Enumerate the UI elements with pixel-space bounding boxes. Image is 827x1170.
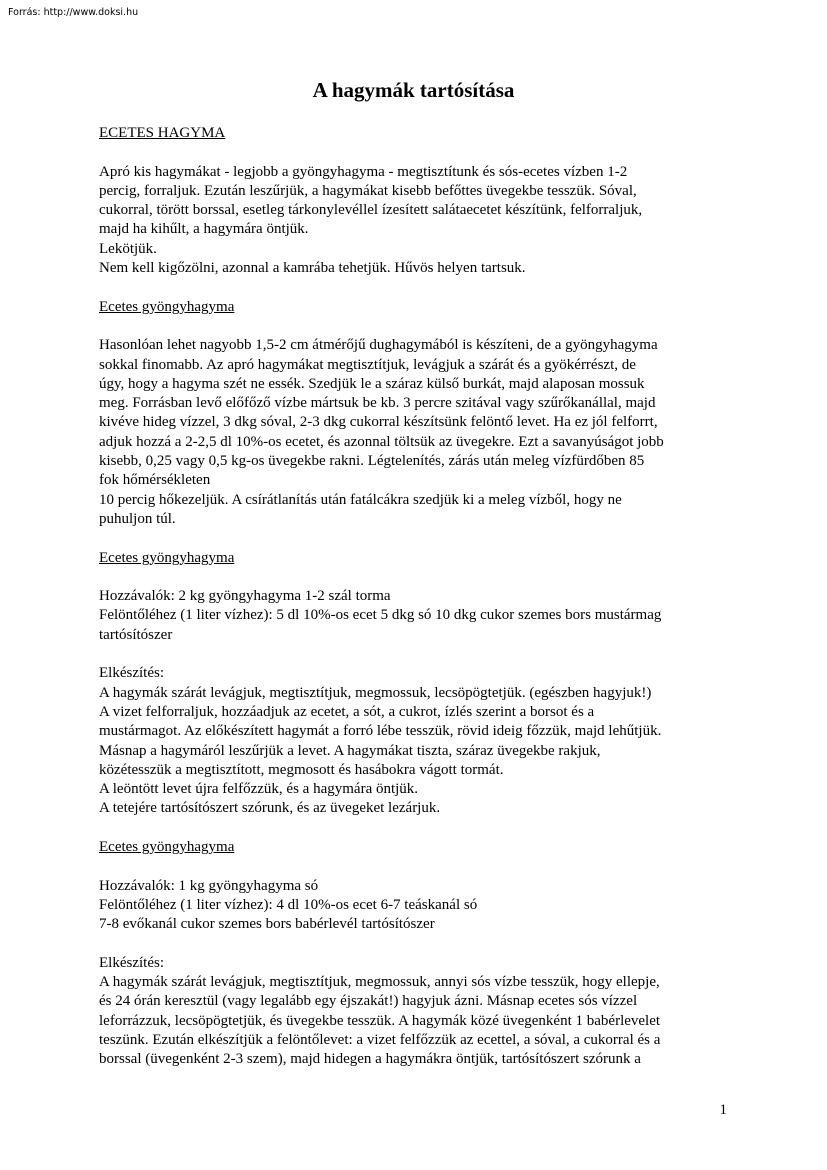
text-line: majd ha kihűlt, a hagymára öntjük. bbox=[99, 221, 309, 238]
text-line: fok hőmérsékleten bbox=[99, 472, 211, 489]
text-line: 10 percig hőkezeljük. A csírátlanítás után fatálcákra szedjük ki a meleg vízből, hogy ne bbox=[99, 491, 622, 508]
section-ecetes-gyongyhagyma-3 bbox=[99, 838, 739, 1070]
text-line: Másnap a hagymáról leszűrjük a levet. A hagymákat tiszta, száraz üvegekbe rakjuk, bbox=[99, 742, 601, 759]
text-line: leforrázzuk, lecsöpögtetjük, és üvegekbe tesszük. A hagymák közé üvegenként 1 babérlevelet bbox=[99, 1012, 661, 1029]
text-line: mustármagot. Az előkészített hagymát a forró lébe tesszük, rövid ideig főzzük, majd lehűtjük. bbox=[99, 723, 662, 740]
text-line: kisebb, 0,25 vagy 0,5 kg-os üvegekbe rakni. Légtelenítés, zárás után meleg vízfürdőben 85 bbox=[99, 453, 645, 470]
document-body bbox=[99, 124, 739, 1070]
text-line: Hasonlóan lehet nagyobb 1,5-2 cm átmérőjű dughagymából is készíteni, de a gyöngyhagyma bbox=[99, 337, 658, 354]
text-line: cukorral, törött borssal, esetleg tárkonylevéllel ízesített salátaecetet készítünk, felforraljuk, bbox=[99, 202, 643, 219]
ingredient-line: Felöntőléhez (1 liter vízhez): 4 dl 10%-os ecet 6-7 teáskanál só bbox=[99, 896, 478, 913]
text-line: A tetejére tartósítószert szórunk, és az üvegeket lezárjuk. bbox=[99, 800, 441, 817]
text-line: Lekötjük. bbox=[99, 240, 157, 257]
text-line: teszünk. Ezután elkészítjük a felöntőlevet: a vizet felfőzzük az ecettel, a sóval, a cukorral és a bbox=[99, 1031, 661, 1048]
section-ecetes-hagyma bbox=[99, 124, 739, 278]
text-line: kivéve hideg vízzel, 3 dkg sóval, 2-3 dkg cukorral készítsünk felöntő levet. Ha ez jól felforrt, bbox=[99, 414, 658, 431]
section-heading: Ecetes gyöngyhagyma bbox=[99, 838, 235, 855]
ingredient-line: tartósítószer bbox=[99, 626, 173, 643]
ingredient-line: Hozzávalók: 2 kg gyöngyhagyma 1-2 szál torma bbox=[99, 588, 391, 605]
text-line: és 24 órán keresztül (vagy legalább egy éjszakát!) hagyjuk ázni. Másnap ecetes sós vízzel bbox=[99, 993, 638, 1010]
ingredient-line: Felöntőléhez (1 liter vízhez): 5 dl 10%-os ecet 5 dkg só 10 dkg cukor szemes bors mustármag bbox=[99, 607, 662, 624]
text-line: borssal (üvegenként 2-3 szem), majd hidegen a hagymákra öntjük, tartósítószert szórunk a bbox=[99, 1051, 641, 1068]
page-title: A hagymák tartósítása bbox=[312, 78, 515, 102]
text-line: A vizet felforraljuk, hozzáadjuk az ecetet, a sót, a cukrot, ízlés szerint a borsot és a bbox=[99, 703, 595, 720]
section-heading: ECETES HAGYMA bbox=[99, 125, 226, 141]
page-number: 1 bbox=[719, 1102, 727, 1118]
text-line: A hagymák szárát levágjuk, megtisztítjuk, megmossuk, lecsöpögtetjük. (egészben hagyjuk!) bbox=[99, 684, 652, 701]
section-ecetes-gyongyhagyma-1 bbox=[99, 298, 739, 530]
section-heading: Ecetes gyöngyhagyma bbox=[99, 549, 235, 566]
text-line: puhuljon túl. bbox=[99, 510, 176, 527]
text-line: meg. Forrásban levő előfőző vízbe mártsuk be kb. 3 percre szitával vagy szűrőkanállal, majd bbox=[99, 395, 656, 412]
preparation-label: Elkészítés: bbox=[99, 954, 164, 971]
section-heading: Ecetes gyöngyhagyma bbox=[99, 298, 235, 315]
text-line: sokkal finomabb. Az apró hagymákat megtisztítjuk, levágjuk a szárát és a gyökérrészt, de bbox=[99, 356, 636, 373]
text-line: A leöntött levet újra felfőzzük, és a hagymára öntjük. bbox=[99, 781, 419, 798]
text-line: Nem kell kigőzölni, azonnal a kamrába tehetjük. Hűvös helyen tartsuk. bbox=[99, 260, 526, 277]
ingredient-line: 7-8 evőkanál cukor szemes bors babérlevél tartósítószer bbox=[99, 916, 435, 933]
section-ecetes-gyongyhagyma-2 bbox=[99, 549, 739, 819]
text-line: Apró kis hagymákat - legjobb a gyöngyhagyma - megtisztítunk és sós-ecetes vízben 1-2 bbox=[99, 163, 628, 180]
text-line: adjuk hozzá a 2-2,5 dl 10%-os ecetet, és azonnal töltsük az üvegekre. Ezt a savanyúságot jobb bbox=[99, 433, 664, 450]
text-line: közétesszük a megtisztított, megmosott és hasábokra vágott tormát. bbox=[99, 761, 504, 778]
ingredient-line: Hozzávalók: 1 kg gyöngyhagyma só bbox=[99, 877, 319, 894]
text-line: A hagymák szárát levágjuk, megtisztítjuk, megmossuk, annyi sós vízbe tesszük, hogy ellepje, bbox=[99, 974, 660, 991]
preparation-label: Elkészítés: bbox=[99, 665, 164, 682]
text-line: úgy, hogy a hagyma szét ne essék. Szedjük le a száraz külső burkát, majd alaposan mossuk bbox=[99, 375, 645, 392]
source-url: Forrás: http://www.doksi.hu bbox=[8, 7, 139, 18]
text-line: percig, forraljuk. Ezután leszűrjük, a hagymákat kisebb befőttes üvegekbe tesszük. Sóval, bbox=[99, 182, 637, 199]
